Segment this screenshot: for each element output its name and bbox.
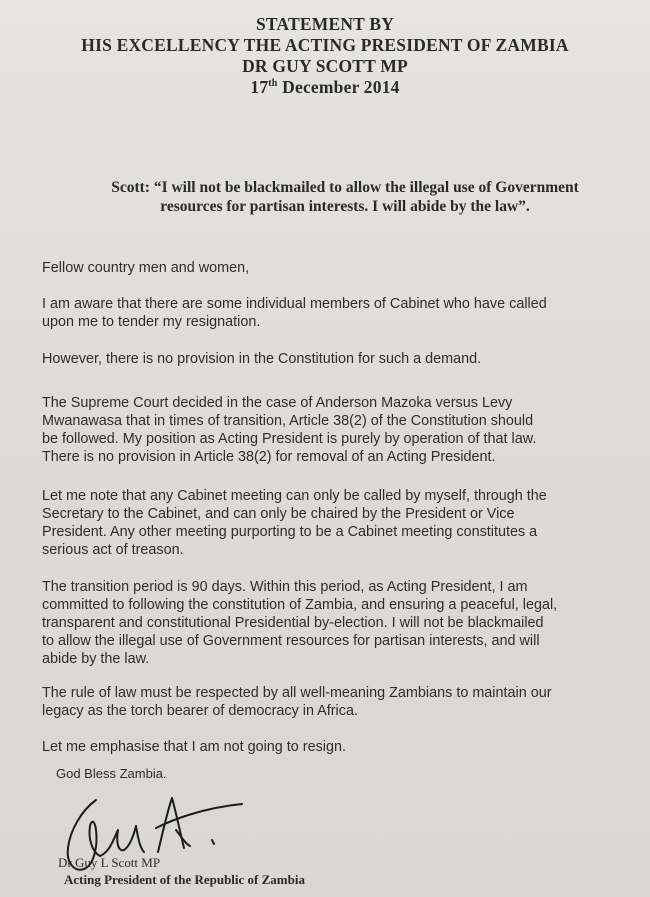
greeting <box>42 259 642 277</box>
paragraph-line: to allow the illegal use of Government resources for partisan interests, and will <box>42 633 540 649</box>
paragraph-line: I am aware that there are some individual members of Cabinet who have called <box>42 296 547 312</box>
paragraph-line: The Supreme Court decided in the case of Anderson Mazoka versus Levy <box>42 395 513 411</box>
date-day: 17 <box>250 77 269 97</box>
paragraph-2 <box>42 350 642 368</box>
subheading-line-2: resources for partisan interests. I will abide by the law”. <box>160 198 530 215</box>
date-suffix: th <box>268 78 278 90</box>
header-line-2: HIS EXCELLENCY THE ACTING PRESIDENT OF ZAMBIA <box>81 35 569 55</box>
paragraph-line: legacy as the torch bearer of democracy in Africa. <box>42 703 358 719</box>
paragraph-line: There is no provision in Article 38(2) for removal of an Acting President. <box>42 449 496 465</box>
paragraph-3 <box>42 394 642 466</box>
paragraph-7 <box>42 738 642 756</box>
header-line-3: DR GUY SCOTT MP <box>242 56 408 76</box>
paragraph-line: Secretary to the Cabinet, and can only be chaired by the President or Vice <box>42 506 515 522</box>
subheading-line-1: Scott: “I will not be blackmailed to allow the illegal use of Government <box>111 179 579 196</box>
paragraph-line: Mwanawasa that in times of transition, Article 38(2) of the Constitution should <box>42 413 534 429</box>
paragraph-6 <box>42 684 642 720</box>
paragraph-5 <box>42 578 642 668</box>
signer-title: Acting President of the Republic of Zambia <box>64 872 305 887</box>
paragraph-line: The rule of law must be respected by all well-meaning Zambians to maintain our <box>42 685 552 701</box>
signer-name: Dr Guy L Scott MP <box>58 855 161 870</box>
paragraph-line: However, there is no provision in the Constitution for such a demand. <box>42 351 482 367</box>
paragraph-line: transparent and constitutional Presidential by-election. I will not be blackmailed <box>42 615 544 631</box>
header-date <box>0 77 650 98</box>
header-line-1: STATEMENT BY <box>255 14 395 34</box>
document-header <box>0 14 650 98</box>
paragraph-line: committed to following the constitution of Zambia, and ensuring a peaceful, legal, <box>42 597 558 613</box>
paragraph-4 <box>42 487 642 559</box>
paragraph-line: abide by the law. <box>42 651 150 667</box>
paragraph-line: The transition period is 90 days. Within this period, as Acting President, I am <box>42 579 528 595</box>
blessing: God Bless Zambia. <box>56 766 167 781</box>
greeting-text: Fellow country men and women, <box>42 260 250 276</box>
paragraph-line: President. Any other meeting purporting to be a Cabinet meeting constitutes a <box>42 524 538 540</box>
paragraph-1 <box>42 295 642 331</box>
paragraph-line: be followed. My position as Acting President is purely by operation of that law. <box>42 431 537 447</box>
date-rest: December 2014 <box>277 77 400 97</box>
paragraph-line: Let me note that any Cabinet meeting can only be called by myself, through the <box>42 488 547 504</box>
paragraph-line: serious act of treason. <box>42 542 184 558</box>
paragraph-line: upon me to tender my resignation. <box>42 314 261 330</box>
quote-subheading <box>40 178 650 216</box>
paragraph-line: Let me emphasise that I am not going to resign. <box>42 739 346 755</box>
